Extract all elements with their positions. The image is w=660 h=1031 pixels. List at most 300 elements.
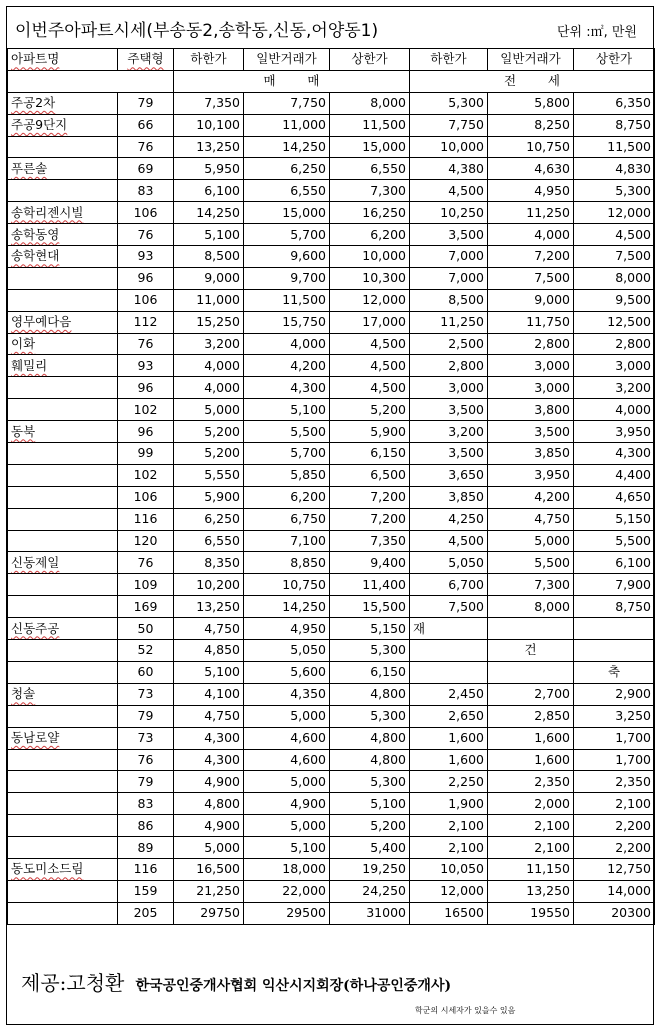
lease-low-cell: 2,100 [410,815,488,837]
lease-low-cell: 4,500 [410,180,488,202]
table-row [8,552,655,574]
apartment-name-cell: 송학현대 [8,246,118,268]
house-type-cell: 50 [118,618,174,640]
sale-high-cell: 17,000 [330,311,410,333]
unit-label: 단위 :㎡, 만원 [556,25,637,40]
lease-normal-cell: 8,000 [488,596,574,618]
lease-high-cell: 7,500 [574,246,655,268]
lease-high-cell: 2,100 [574,793,655,815]
lease-normal-cell: 3,850 [488,443,574,465]
lease-normal-cell: 3,950 [488,464,574,486]
lease-low-cell [410,661,488,683]
sale-normal-cell: 15,750 [244,311,330,333]
table-row [8,749,655,771]
apartment-name-cell: 이화 [8,333,118,355]
house-type-cell: 116 [118,508,174,530]
credit-line [21,967,451,996]
house-type-cell: 93 [118,355,174,377]
table-row [8,837,655,859]
lease-normal-cell: 7,200 [488,246,574,268]
sale-normal-cell: 7,100 [244,530,330,552]
apartment-name-cell: 신동제일 [8,552,118,574]
price-sheet [6,6,654,1025]
table-row [8,661,655,683]
table-row [8,596,655,618]
lease-high-cell: 축 [574,661,655,683]
apartment-name-cell: 청솔 [8,683,118,705]
lease-low-cell: 4,250 [410,508,488,530]
sale-high-cell: 4,500 [330,377,410,399]
lease-high-cell: 4,300 [574,443,655,465]
sale-normal-cell: 4,200 [244,355,330,377]
sale-low-cell: 15,250 [174,311,244,333]
house-type-cell: 102 [118,399,174,421]
apartment-name-cell: 주공2차 [8,92,118,114]
table-row [8,421,655,443]
lease-low-cell: 1,600 [410,727,488,749]
lease-low-cell: 2,100 [410,837,488,859]
house-type-cell: 96 [118,267,174,289]
house-type-cell: 79 [118,705,174,727]
apartment-name-cell [8,267,118,289]
lease-high-cell: 2,800 [574,333,655,355]
section-sale: 매 매 [174,70,410,92]
lease-low-cell: 3,500 [410,224,488,246]
sale-normal-cell: 4,000 [244,333,330,355]
sale-low-cell: 4,300 [174,749,244,771]
lease-low-cell: 10,000 [410,136,488,158]
lease-low-cell: 5,050 [410,552,488,574]
sale-normal-cell: 5,050 [244,640,330,662]
house-type-cell: 60 [118,661,174,683]
sale-high-cell: 16,250 [330,202,410,224]
lease-high-cell: 2,200 [574,837,655,859]
apartment-name-cell [8,815,118,837]
lease-low-cell: 7,000 [410,267,488,289]
sale-high-cell: 7,200 [330,508,410,530]
header-apartment-name: 아파트명 [8,49,118,71]
lease-high-cell: 14,000 [574,880,655,902]
sale-high-cell: 9,400 [330,552,410,574]
table-row [8,683,655,705]
lease-low-cell: 3,500 [410,399,488,421]
table-row [8,705,655,727]
lease-low-cell: 4,380 [410,158,488,180]
house-type-cell: 96 [118,377,174,399]
lease-high-cell: 2,350 [574,771,655,793]
sale-high-cell: 10,300 [330,267,410,289]
lease-high-cell: 4,500 [574,224,655,246]
sale-normal-cell: 5,700 [244,224,330,246]
lease-high-cell: 8,750 [574,596,655,618]
sale-normal-cell: 5,600 [244,661,330,683]
house-type-cell: 69 [118,158,174,180]
house-type-cell: 52 [118,640,174,662]
apartment-name-cell: 동북 [8,421,118,443]
house-type-cell: 86 [118,815,174,837]
lease-high-cell: 2,900 [574,683,655,705]
sale-low-cell: 5,100 [174,661,244,683]
lease-normal-cell: 10,750 [488,136,574,158]
lease-high-cell: 11,500 [574,136,655,158]
table-row [8,136,655,158]
sale-low-cell: 5,950 [174,158,244,180]
sale-high-cell: 7,350 [330,530,410,552]
house-type-cell: 93 [118,246,174,268]
apartment-name-cell: 영무예다음 [8,311,118,333]
sale-normal-cell: 5,700 [244,443,330,465]
lease-low-cell: 3,000 [410,377,488,399]
house-type-cell: 116 [118,858,174,880]
lease-high-cell: 3,950 [574,421,655,443]
lease-high-cell: 3,000 [574,355,655,377]
apartment-name-cell [8,574,118,596]
sale-high-cell: 15,000 [330,136,410,158]
house-type-cell: 76 [118,136,174,158]
sale-normal-cell: 5,000 [244,815,330,837]
table-row [8,355,655,377]
sale-low-cell: 4,000 [174,377,244,399]
sale-low-cell: 16,500 [174,858,244,880]
lease-low-cell: 7,000 [410,246,488,268]
sale-low-cell: 6,100 [174,180,244,202]
sale-low-cell: 11,000 [174,289,244,311]
lease-normal-cell: 3,000 [488,377,574,399]
lease-normal-cell: 2,700 [488,683,574,705]
table-row [8,114,655,136]
sale-high-cell: 6,150 [330,443,410,465]
table-row [8,618,655,640]
sale-high-cell: 7,300 [330,180,410,202]
sale-normal-cell: 29500 [244,902,330,924]
house-type-cell: 159 [118,880,174,902]
lease-normal-cell: 11,250 [488,202,574,224]
house-type-cell: 73 [118,683,174,705]
sale-low-cell: 5,200 [174,421,244,443]
apartment-name-cell: 주공9단지 [8,114,118,136]
lease-high-cell: 4,000 [574,399,655,421]
sale-low-cell: 10,200 [174,574,244,596]
lease-high-cell: 4,650 [574,486,655,508]
apartment-name-cell: 송학동영 [8,224,118,246]
table-row [8,771,655,793]
table-row [8,246,655,268]
sale-normal-cell: 9,600 [244,246,330,268]
table-row [8,574,655,596]
lease-low-cell: 10,250 [410,202,488,224]
sale-low-cell: 4,900 [174,815,244,837]
sale-high-cell: 12,000 [330,289,410,311]
lease-normal-cell: 8,250 [488,114,574,136]
lease-normal-cell: 건 [488,640,574,662]
sale-high-cell: 5,900 [330,421,410,443]
lease-high-cell: 5,300 [574,180,655,202]
lease-high-cell [574,618,655,640]
sale-normal-cell: 4,350 [244,683,330,705]
house-type-cell: 106 [118,486,174,508]
page-title: 이번주아파트시세(부송동2,송학동,신동,어양동1) [15,21,379,41]
table-row [8,289,655,311]
sale-high-cell: 4,500 [330,333,410,355]
apartment-name-cell: 푸른솔 [8,158,118,180]
apartment-name-cell [8,399,118,421]
lease-low-cell: 2,250 [410,771,488,793]
apartment-name-cell: 동남로얄 [8,727,118,749]
table-row [8,858,655,880]
apartment-name-cell [8,837,118,859]
table-row [8,793,655,815]
lease-normal-cell [488,618,574,640]
apartment-name-cell: 훼밀리 [8,355,118,377]
sale-low-cell: 4,800 [174,793,244,815]
lease-high-cell: 8,000 [574,267,655,289]
house-type-cell: 112 [118,311,174,333]
lease-low-cell: 4,500 [410,530,488,552]
lease-normal-cell: 2,800 [488,333,574,355]
lease-high-cell: 1,700 [574,727,655,749]
lease-low-cell: 2,500 [410,333,488,355]
lease-high-cell: 6,350 [574,92,655,114]
sale-high-cell: 5,300 [330,640,410,662]
apartment-name-cell [8,464,118,486]
table-row [8,443,655,465]
sale-high-cell: 5,200 [330,399,410,421]
sale-high-cell: 19,250 [330,858,410,880]
section-row [8,70,655,92]
header-sale-low: 하한가 [174,49,244,71]
sale-normal-cell: 7,750 [244,92,330,114]
header-sale-normal: 일반거래가 [244,49,330,71]
lease-high-cell: 9,500 [574,289,655,311]
house-type-cell: 96 [118,421,174,443]
sale-high-cell: 11,400 [330,574,410,596]
sale-high-cell: 6,200 [330,224,410,246]
lease-low-cell: 3,850 [410,486,488,508]
lease-normal-cell: 9,000 [488,289,574,311]
sale-high-cell: 8,000 [330,92,410,114]
lease-high-cell: 4,400 [574,464,655,486]
header-row [8,49,655,71]
table-row [8,333,655,355]
lease-low-cell: 16500 [410,902,488,924]
sale-low-cell: 5,550 [174,464,244,486]
sale-low-cell: 5,900 [174,486,244,508]
house-type-cell: 109 [118,574,174,596]
lease-high-cell: 3,200 [574,377,655,399]
apartment-name-cell [8,902,118,924]
house-type-cell: 76 [118,333,174,355]
sale-high-cell: 6,500 [330,464,410,486]
apartment-name-cell [8,377,118,399]
lease-normal-cell: 11,150 [488,858,574,880]
sale-normal-cell: 5,500 [244,421,330,443]
sale-normal-cell: 14,250 [244,136,330,158]
header-lease-low: 하한가 [410,49,488,71]
table-row [8,640,655,662]
lease-low-cell: 재 [410,618,488,640]
sale-low-cell: 13,250 [174,596,244,618]
apartment-name-cell [8,180,118,202]
lease-normal-cell [488,661,574,683]
lease-normal-cell: 3,000 [488,355,574,377]
sale-normal-cell: 9,700 [244,267,330,289]
sale-normal-cell: 6,550 [244,180,330,202]
table-row [8,486,655,508]
sale-high-cell: 31000 [330,902,410,924]
footer [7,957,653,1025]
sale-high-cell: 5,300 [330,705,410,727]
house-type-cell: 120 [118,530,174,552]
footnote: 학군의 시세자가 있을수 있음 [415,1006,516,1015]
lease-normal-cell: 4,950 [488,180,574,202]
sale-normal-cell: 4,950 [244,618,330,640]
sale-normal-cell: 4,900 [244,793,330,815]
table-row [8,508,655,530]
sale-high-cell: 24,250 [330,880,410,902]
apartment-name-cell: 동도미소드림 [8,858,118,880]
sale-low-cell: 4,750 [174,705,244,727]
table-row [8,377,655,399]
lease-normal-cell: 3,800 [488,399,574,421]
sale-high-cell: 5,300 [330,771,410,793]
sale-high-cell: 4,800 [330,749,410,771]
lease-low-cell: 7,750 [410,114,488,136]
header-house-type: 주택형 [118,49,174,71]
apartment-name-cell [8,771,118,793]
house-type-cell: 106 [118,289,174,311]
lease-normal-cell: 4,200 [488,486,574,508]
house-type-cell: 169 [118,596,174,618]
lease-high-cell: 5,500 [574,530,655,552]
price-table [7,48,655,925]
house-type-cell: 76 [118,224,174,246]
sale-normal-cell: 10,750 [244,574,330,596]
lease-low-cell: 11,250 [410,311,488,333]
house-type-cell: 66 [118,114,174,136]
sale-low-cell: 5,000 [174,837,244,859]
lease-high-cell: 3,250 [574,705,655,727]
apartment-name-cell [8,508,118,530]
sale-normal-cell: 6,750 [244,508,330,530]
sale-normal-cell: 6,250 [244,158,330,180]
sale-high-cell: 4,800 [330,727,410,749]
sale-normal-cell: 5,000 [244,771,330,793]
lease-low-cell: 3,200 [410,421,488,443]
provider-label: 제공:고청환 [21,971,125,995]
table-row [8,399,655,421]
sale-low-cell: 14,250 [174,202,244,224]
table-row [8,530,655,552]
section-blank [8,70,174,92]
sale-normal-cell: 6,200 [244,486,330,508]
apartment-name-cell [8,486,118,508]
table-row [8,92,655,114]
lease-normal-cell: 11,750 [488,311,574,333]
lease-high-cell: 1,700 [574,749,655,771]
lease-low-cell: 3,650 [410,464,488,486]
house-type-cell: 99 [118,443,174,465]
house-type-cell: 205 [118,902,174,924]
sale-low-cell: 10,100 [174,114,244,136]
lease-low-cell: 8,500 [410,289,488,311]
apartment-name-cell [8,443,118,465]
sale-normal-cell: 14,250 [244,596,330,618]
lease-high-cell: 7,900 [574,574,655,596]
sale-low-cell: 4,850 [174,640,244,662]
apartment-name-cell [8,880,118,902]
apartment-name-cell: 신동주공 [8,618,118,640]
house-type-cell: 106 [118,202,174,224]
lease-low-cell: 1,900 [410,793,488,815]
lease-low-cell: 6,700 [410,574,488,596]
sale-high-cell: 5,200 [330,815,410,837]
sale-low-cell: 13,250 [174,136,244,158]
lease-normal-cell: 2,850 [488,705,574,727]
sale-high-cell: 11,500 [330,114,410,136]
sale-low-cell: 4,900 [174,771,244,793]
sale-low-cell: 4,300 [174,727,244,749]
apartment-name-cell [8,793,118,815]
sale-high-cell: 4,800 [330,683,410,705]
lease-normal-cell: 4,750 [488,508,574,530]
lease-high-cell: 8,750 [574,114,655,136]
lease-high-cell: 12,750 [574,858,655,880]
sale-high-cell: 5,150 [330,618,410,640]
sale-normal-cell: 8,850 [244,552,330,574]
house-type-cell: 79 [118,771,174,793]
title-row [7,7,653,47]
lease-normal-cell: 19550 [488,902,574,924]
sale-normal-cell: 4,300 [244,377,330,399]
table-row [8,311,655,333]
table-row [8,815,655,837]
sale-low-cell: 5,200 [174,443,244,465]
table-row [8,267,655,289]
lease-normal-cell: 2,000 [488,793,574,815]
sale-low-cell: 9,000 [174,267,244,289]
lease-low-cell: 5,300 [410,92,488,114]
house-type-cell: 73 [118,727,174,749]
lease-low-cell: 7,500 [410,596,488,618]
header-lease-high: 상한가 [574,49,655,71]
apartment-name-cell [8,749,118,771]
lease-normal-cell: 4,630 [488,158,574,180]
sale-low-cell: 4,100 [174,683,244,705]
sale-normal-cell: 4,600 [244,749,330,771]
sale-low-cell: 7,350 [174,92,244,114]
sale-normal-cell: 15,000 [244,202,330,224]
sale-high-cell: 5,400 [330,837,410,859]
lease-high-cell: 20300 [574,902,655,924]
house-type-cell: 76 [118,552,174,574]
sale-low-cell: 3,200 [174,333,244,355]
sale-normal-cell: 22,000 [244,880,330,902]
house-type-cell: 89 [118,837,174,859]
sale-high-cell: 15,500 [330,596,410,618]
lease-normal-cell: 2,100 [488,815,574,837]
association-label: 한국공인중개사협회 익산시지회장(하나공인중개사) [135,978,452,994]
sale-high-cell: 5,100 [330,793,410,815]
table-row [8,158,655,180]
sale-low-cell: 4,000 [174,355,244,377]
lease-normal-cell: 1,600 [488,749,574,771]
lease-normal-cell: 1,600 [488,727,574,749]
sale-normal-cell: 18,000 [244,858,330,880]
lease-normal-cell: 7,300 [488,574,574,596]
sale-normal-cell: 5,850 [244,464,330,486]
apartment-name-cell [8,661,118,683]
lease-high-cell [574,640,655,662]
